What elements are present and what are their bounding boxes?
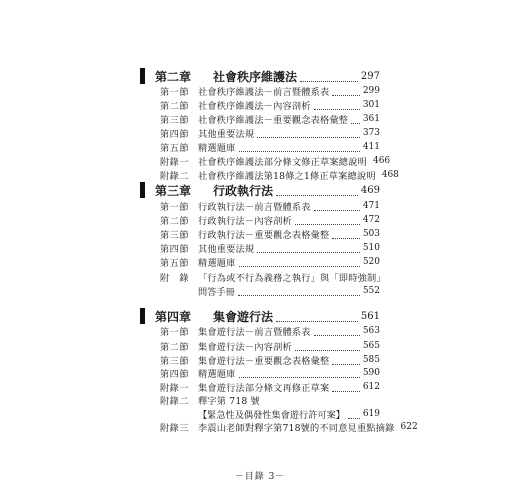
section-number: 第一節 xyxy=(160,87,190,98)
dot-leader xyxy=(314,209,360,211)
page-number: 552 xyxy=(362,286,380,296)
section-title: 精選題庫 xyxy=(198,258,236,269)
page-number: 585 xyxy=(362,355,380,365)
page-number: 561 xyxy=(360,310,380,322)
toc-entry[interactable] xyxy=(160,140,380,154)
appendix-title: 集會遊行法部分條文再修正草案 xyxy=(198,383,330,394)
appendix-title: 社會秩序維護法第18條之1條正草案總說明 xyxy=(198,171,376,182)
appendix-title: 釋字第 718 號 xyxy=(198,396,260,407)
section-title: 行政執行法－前言暨體系表 xyxy=(198,202,311,213)
section-title: 社會秩序維護法－重要觀念表格彙整 xyxy=(198,115,349,126)
section-number: 第四節 xyxy=(160,369,190,380)
page-footer: －目錄 3－ xyxy=(234,472,286,482)
section-number: 第五節 xyxy=(160,258,190,269)
dot-leader xyxy=(276,320,358,322)
page-number: 471 xyxy=(362,201,380,211)
chapter-marker xyxy=(140,182,145,198)
appendix-number: 附錄一 xyxy=(160,383,190,394)
section-title: 社會秩序維護法－前言暨體系表 xyxy=(198,87,330,98)
section-title: 集會遊行法－內容剖析 xyxy=(198,342,292,353)
page-number: 510 xyxy=(362,243,380,253)
page-number: 619 xyxy=(362,409,380,419)
page-number: 520 xyxy=(362,257,380,267)
toc-entry[interactable] xyxy=(160,213,380,227)
page-number: 466 xyxy=(372,156,391,166)
section-title: 集會遊行法－前言暨體系表 xyxy=(198,327,311,338)
continuation-title: 【緊急性及偶發性集會遊行許可案】 xyxy=(198,410,345,421)
page-number: 297 xyxy=(360,70,380,82)
section-number: 第三節 xyxy=(160,230,190,241)
chapter-title: 社會秩序維護法 xyxy=(213,69,298,84)
toc-entry[interactable] xyxy=(160,380,380,394)
toc-entry[interactable] xyxy=(160,84,380,98)
section-number: 第四節 xyxy=(160,129,190,140)
dot-leader xyxy=(257,251,359,253)
section-number: 第五節 xyxy=(160,143,190,154)
appendix-number: 附錄二 xyxy=(160,396,190,407)
chapter-number: 第二章 xyxy=(155,69,192,84)
appendix-title: 社會秩序維護法部分條文修正草案總說明 xyxy=(198,157,367,168)
section-title: 其他重要法規 xyxy=(198,244,255,255)
dot-leader xyxy=(238,294,360,296)
page-number: 299 xyxy=(362,86,380,96)
chapter-number: 第三章 xyxy=(155,183,192,198)
toc-entry[interactable] xyxy=(160,420,418,434)
appendix-title: 李震山老師對釋字第718號的不同意見重點摘錄 xyxy=(198,423,395,434)
dot-leader xyxy=(239,150,360,152)
toc-entry[interactable] xyxy=(160,199,380,213)
dot-leader xyxy=(348,417,360,419)
continuation-title: 問答手冊 xyxy=(198,287,235,298)
page-number: 301 xyxy=(362,100,380,110)
section-title: 行政執行法－內容剖析 xyxy=(198,216,292,227)
section-number: 第二節 xyxy=(160,101,190,112)
dot-leader xyxy=(300,80,358,82)
chapter-number: 第四章 xyxy=(155,309,192,324)
toc-entry-continuation[interactable] xyxy=(198,284,380,298)
toc-entry[interactable] xyxy=(160,353,380,367)
toc-entry[interactable] xyxy=(160,255,380,269)
toc-entry[interactable] xyxy=(160,154,391,168)
appendix-number: 附錄二 xyxy=(160,171,190,182)
dot-leader xyxy=(257,136,359,138)
toc-entry[interactable] xyxy=(160,339,380,353)
appendix-title: 「行為或不行為義務之執行」與「即時強制」 xyxy=(198,273,386,284)
toc-entry[interactable] xyxy=(160,393,380,407)
section-title: 社會秩序維護法－內容剖析 xyxy=(198,101,311,112)
appendix-number: 附錄三 xyxy=(160,423,190,434)
toc-entry[interactable] xyxy=(160,126,380,140)
section-title: 集會遊行法－重要觀念表格彙整 xyxy=(198,356,330,367)
page-number: 622 xyxy=(400,422,418,432)
dot-leader xyxy=(276,194,358,196)
page-number: 565 xyxy=(362,341,380,351)
page-number: 563 xyxy=(362,326,380,336)
toc-entry[interactable] xyxy=(160,270,386,284)
page-number: 612 xyxy=(362,382,380,392)
page-number: 411 xyxy=(362,142,380,152)
section-number: 第二節 xyxy=(160,216,190,227)
section-number: 第三節 xyxy=(160,356,190,367)
page-number: 590 xyxy=(362,368,380,378)
dot-leader xyxy=(314,108,360,110)
toc-entry-continuation[interactable] xyxy=(198,407,380,421)
appendix-number: 附錄一 xyxy=(160,157,190,168)
section-title: 精選題庫 xyxy=(198,143,236,154)
section-number: 第一節 xyxy=(160,327,190,338)
dot-leader xyxy=(239,376,360,378)
dot-leader xyxy=(314,334,360,336)
section-title: 行政執行法－重要觀念表格彙整 xyxy=(198,230,330,241)
dot-leader xyxy=(295,349,360,351)
page-number: 469 xyxy=(360,184,380,196)
page-number: 503 xyxy=(362,229,380,239)
dot-leader xyxy=(332,390,359,392)
page-number: 373 xyxy=(362,128,380,138)
page-number: 468 xyxy=(381,170,399,180)
appendix-number: 附 錄 xyxy=(160,273,190,284)
chapter-title: 行政執行法 xyxy=(213,183,274,198)
dot-leader xyxy=(332,237,359,239)
section-title: 其他重要法規 xyxy=(198,129,255,140)
chapter-heading[interactable] xyxy=(140,179,380,201)
dot-leader xyxy=(332,363,359,365)
dot-leader xyxy=(295,223,360,225)
page-number: 361 xyxy=(362,114,380,124)
dot-leader xyxy=(239,265,360,267)
toc-entry[interactable] xyxy=(160,366,380,380)
section-number: 第四節 xyxy=(160,244,190,255)
chapter-marker xyxy=(140,308,145,324)
toc-entry[interactable] xyxy=(160,241,380,255)
dot-leader xyxy=(332,94,359,96)
section-number: 第二節 xyxy=(160,342,190,353)
toc-entry[interactable] xyxy=(160,227,380,241)
toc-entry[interactable] xyxy=(160,324,380,338)
chapter-marker xyxy=(140,68,145,84)
chapter-title: 集會遊行法 xyxy=(213,309,274,324)
section-number: 第一節 xyxy=(160,202,190,213)
toc-entry[interactable] xyxy=(160,112,380,126)
section-title: 精選題庫 xyxy=(198,369,236,380)
section-number: 第三節 xyxy=(160,115,190,126)
toc-entry[interactable] xyxy=(160,98,380,112)
dot-leader xyxy=(351,122,360,124)
page-number: 472 xyxy=(362,215,380,225)
